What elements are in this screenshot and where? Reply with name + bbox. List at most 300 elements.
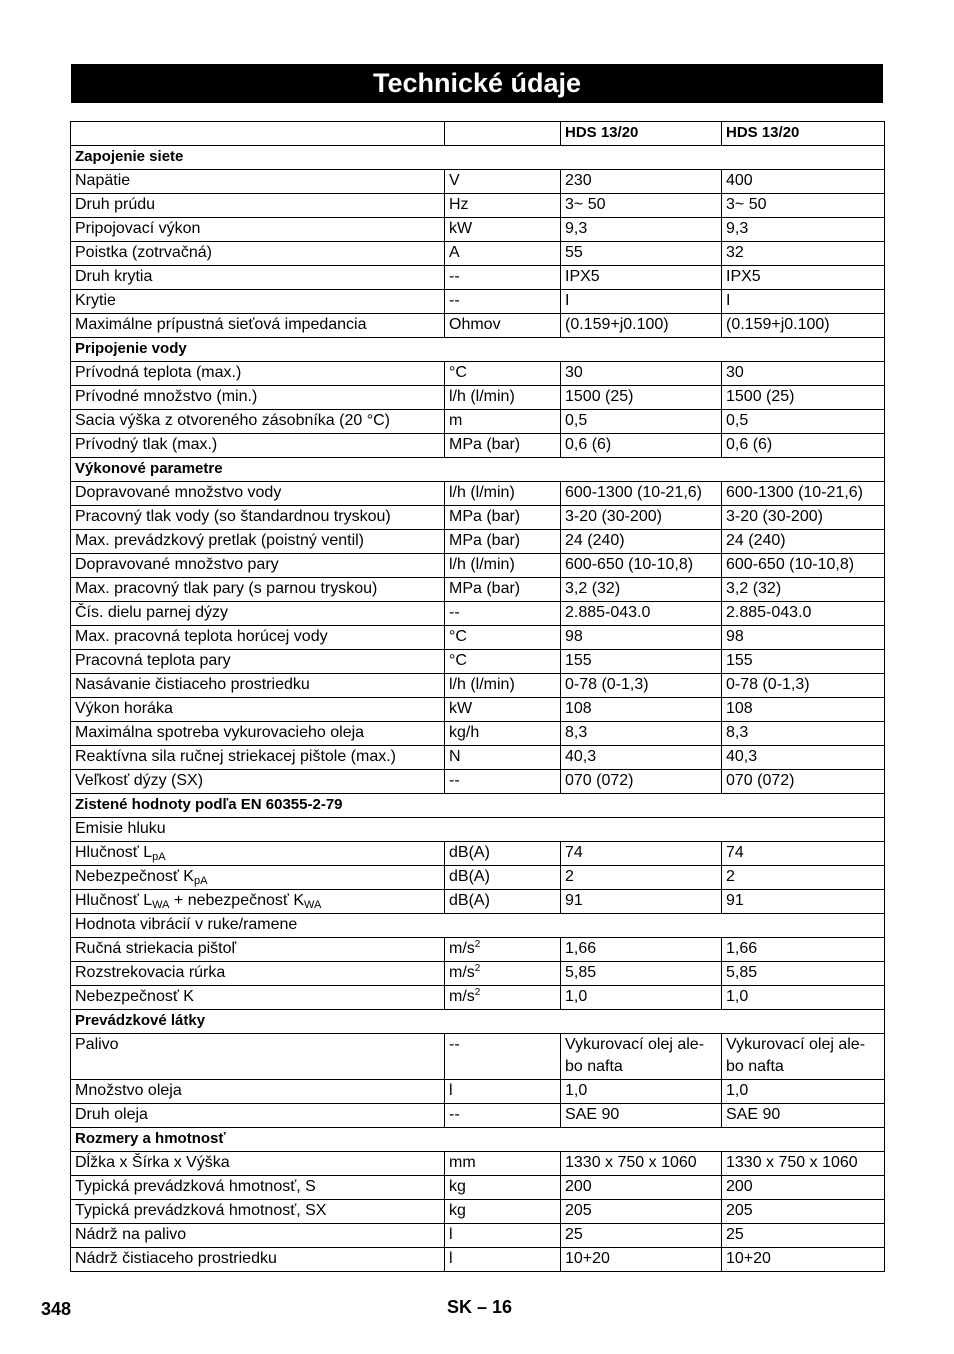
parameter-label-text: Sacia výška z otvoreného zásobníka (20 °C) xyxy=(75,412,390,429)
unit-text: dB(A) xyxy=(449,892,490,909)
language-page-label: SK – 16 xyxy=(447,1297,513,1317)
value-model-2: Vykurovací olej ale-bo nafta xyxy=(722,1034,885,1080)
unit-text: MPa (bar) xyxy=(449,532,521,549)
value-model-1: 8,3 xyxy=(561,722,722,746)
unit-cell xyxy=(445,554,561,578)
parameter-label-text: Čís. dielu parnej dýzy xyxy=(75,604,228,621)
value-model-1: SAE 90 xyxy=(561,1104,722,1128)
table-row xyxy=(71,290,885,314)
unit-cell xyxy=(445,650,561,674)
value-model-2: 2.885-043.0 xyxy=(722,602,885,626)
value-model-2: 600-650 (10-10,8) xyxy=(722,554,885,578)
page-title: Technické údaje xyxy=(71,64,883,103)
unit-text: kg xyxy=(449,1178,466,1195)
unit-text: V xyxy=(449,172,460,189)
unit-cell xyxy=(445,698,561,722)
table-row xyxy=(71,650,885,674)
parameter-label-text: Palivo xyxy=(75,1036,119,1053)
section-header-row xyxy=(71,338,885,362)
header-model-1: HDS 13/20 xyxy=(561,122,722,146)
parameter-label xyxy=(71,698,445,722)
value-model-2: 1,0 xyxy=(722,1080,885,1104)
table-row xyxy=(71,770,885,794)
parameter-label-text: Napätie xyxy=(75,172,131,189)
parameter-label xyxy=(71,962,445,986)
unit-text: -- xyxy=(449,292,460,309)
table-row xyxy=(71,554,885,578)
parameter-label xyxy=(71,938,445,962)
table-row xyxy=(71,890,885,914)
table-header-row xyxy=(71,122,885,146)
value-model-2: 205 xyxy=(722,1200,885,1224)
table-row xyxy=(71,530,885,554)
unit-text: °C xyxy=(449,628,467,645)
value-model-2: 400 xyxy=(722,170,885,194)
unit-cell xyxy=(445,506,561,530)
unit-text: kg xyxy=(449,1202,466,1219)
table-row xyxy=(71,170,885,194)
table-row xyxy=(71,410,885,434)
unit-text: l xyxy=(449,1226,453,1243)
parameter-label-text: Hlučnosť L xyxy=(75,844,153,861)
table-row xyxy=(71,506,885,530)
parameter-label-text: Pracovná teplota pary xyxy=(75,652,231,669)
value-model-1: 230 xyxy=(561,170,722,194)
unit-cell xyxy=(445,1034,561,1080)
parameter-label-text: Výkon horáka xyxy=(75,700,173,717)
parameter-label-text-2: + nebezpečnosť K xyxy=(169,892,305,909)
value-model-2: 74 xyxy=(722,842,885,866)
value-model-1: 200 xyxy=(561,1176,722,1200)
value-model-2: 3~ 50 xyxy=(722,194,885,218)
parameter-label xyxy=(71,842,445,866)
header-unit-cell xyxy=(445,122,561,146)
parameter-label-text: Dopravované množstvo pary xyxy=(75,556,279,573)
table-row xyxy=(71,218,885,242)
parameter-label xyxy=(71,218,445,242)
value-model-1: 10+20 xyxy=(561,1248,722,1272)
unit-cell xyxy=(445,986,561,1010)
value-model-2: (0.159+j0.100) xyxy=(722,314,885,338)
unit-text: mm xyxy=(449,1154,476,1171)
parameter-label-subscript: WA xyxy=(152,899,170,911)
parameter-label xyxy=(71,890,445,914)
table-row xyxy=(71,938,885,962)
value-model-2: 98 xyxy=(722,626,885,650)
table-row xyxy=(71,866,885,890)
unit-cell xyxy=(445,266,561,290)
unit-text: -- xyxy=(449,604,460,621)
section-label: Pripojenie vody xyxy=(71,338,885,362)
parameter-label xyxy=(71,530,445,554)
parameter-label-text: Druh prúdu xyxy=(75,196,156,213)
unit-text: -- xyxy=(449,772,460,789)
unit-cell xyxy=(445,386,561,410)
technical-data-body xyxy=(71,122,885,1272)
unit-cell xyxy=(445,722,561,746)
unit-cell xyxy=(445,218,561,242)
unit-text: MPa (bar) xyxy=(449,508,521,525)
unit-text: -- xyxy=(449,268,460,285)
value-model-2: 32 xyxy=(722,242,885,266)
value-model-1: 108 xyxy=(561,698,722,722)
unit-cell xyxy=(445,938,561,962)
parameter-label xyxy=(71,1200,445,1224)
subgroup-row xyxy=(71,914,885,938)
parameter-label xyxy=(71,602,445,626)
table-row xyxy=(71,434,885,458)
value-model-1: 1,0 xyxy=(561,1080,722,1104)
value-model-1: 40,3 xyxy=(561,746,722,770)
parameter-label-text: Prívodný tlak (max.) xyxy=(75,436,218,453)
table-row xyxy=(71,1248,885,1272)
unit-text: °C xyxy=(449,652,467,669)
value-model-1: 91 xyxy=(561,890,722,914)
parameter-label-subscript-2: WA xyxy=(304,899,322,911)
parameter-label xyxy=(71,626,445,650)
value-model-2: 3-20 (30-200) xyxy=(722,506,885,530)
table-row xyxy=(71,314,885,338)
unit-cell xyxy=(445,314,561,338)
parameter-label-text: Rozstrekovacia rúrka xyxy=(75,964,226,981)
value-model-1: (0.159+j0.100) xyxy=(561,314,722,338)
unit-text: A xyxy=(449,244,460,261)
parameter-label xyxy=(71,866,445,890)
value-model-2: 40,3 xyxy=(722,746,885,770)
unit-text: MPa (bar) xyxy=(449,436,521,453)
parameter-label-text: Nasávanie čistiaceho prostriedku xyxy=(75,676,310,693)
unit-cell xyxy=(445,482,561,506)
table-row xyxy=(71,242,885,266)
parameter-label-text: Nebezpečnosť K xyxy=(75,868,194,885)
parameter-label-text: Druh krytia xyxy=(75,268,153,285)
unit-text: -- xyxy=(449,1106,460,1123)
table-row xyxy=(71,1152,885,1176)
unit-cell xyxy=(445,962,561,986)
parameter-label-text: Typická prevádzková hmotnosť, S xyxy=(75,1178,316,1195)
value-model-1: IPX5 xyxy=(561,266,722,290)
value-model-2: 5,85 xyxy=(722,962,885,986)
value-model-1: I xyxy=(561,290,722,314)
value-model-2: 0-78 (0-1,3) xyxy=(722,674,885,698)
value-model-1: 55 xyxy=(561,242,722,266)
unit-text: dB(A) xyxy=(449,844,490,861)
unit-text: Hz xyxy=(449,196,469,213)
value-model-1: 74 xyxy=(561,842,722,866)
unit-cell xyxy=(445,1248,561,1272)
parameter-label-subscript: pA xyxy=(152,851,166,863)
parameter-label xyxy=(71,746,445,770)
parameter-label xyxy=(71,1034,445,1080)
value-model-2: 1,66 xyxy=(722,938,885,962)
parameter-label xyxy=(71,482,445,506)
value-model-2: 30 xyxy=(722,362,885,386)
table-row xyxy=(71,482,885,506)
value-model-2: 8,3 xyxy=(722,722,885,746)
value-model-1: Vykurovací olej ale-bo nafta xyxy=(561,1034,722,1080)
value-model-1: 155 xyxy=(561,650,722,674)
value-model-1: 98 xyxy=(561,626,722,650)
value-model-2: 10+20 xyxy=(722,1248,885,1272)
unit-text: m/s xyxy=(449,940,475,957)
value-model-2: 070 (072) xyxy=(722,770,885,794)
value-model-2: I xyxy=(722,290,885,314)
unit-cell xyxy=(445,290,561,314)
section-header-row xyxy=(71,146,885,170)
section-label: Prevádzkové látky xyxy=(71,1010,885,1034)
unit-text: l/h (l/min) xyxy=(449,388,515,405)
parameter-label-text: Veľkosť dýzy (SX) xyxy=(75,772,204,789)
value-model-2: 600-1300 (10-21,6) xyxy=(722,482,885,506)
value-model-1: 24 (240) xyxy=(561,530,722,554)
table-row xyxy=(71,746,885,770)
section-label: Zistené hodnoty podľa EN 60355-2-79 xyxy=(71,794,885,818)
unit-cell xyxy=(445,530,561,554)
value-model-2: 1,0 xyxy=(722,986,885,1010)
value-model-1: 600-1300 (10-21,6) xyxy=(561,482,722,506)
parameter-label xyxy=(71,506,445,530)
parameter-label xyxy=(71,578,445,602)
parameter-label xyxy=(71,1248,445,1272)
unit-text: l xyxy=(449,1082,453,1099)
value-model-1: 070 (072) xyxy=(561,770,722,794)
parameter-label-text: Poistka (zotrvačná) xyxy=(75,244,212,261)
unit-text: m/s xyxy=(449,964,475,981)
parameter-label xyxy=(71,650,445,674)
section-header-row xyxy=(71,458,885,482)
section-header-row xyxy=(71,1010,885,1034)
value-model-1: 9,3 xyxy=(561,218,722,242)
section-label: Výkonové parametre xyxy=(71,458,885,482)
parameter-label xyxy=(71,434,445,458)
table-row xyxy=(71,1200,885,1224)
value-model-2: 2 xyxy=(722,866,885,890)
unit-text: N xyxy=(449,748,461,765)
unit-cell xyxy=(445,842,561,866)
value-model-1: 3,2 (32) xyxy=(561,578,722,602)
parameter-label xyxy=(71,1104,445,1128)
unit-text: -- xyxy=(449,1036,460,1053)
table-row xyxy=(71,1080,885,1104)
unit-cell xyxy=(445,602,561,626)
unit-text: kW xyxy=(449,700,473,717)
parameter-label-text: Druh oleja xyxy=(75,1106,148,1123)
table-row xyxy=(71,986,885,1010)
table-row xyxy=(71,266,885,290)
unit-text: kW xyxy=(449,220,473,237)
parameter-label-text: Reaktívna sila ručnej striekacej pištole (max.) xyxy=(75,748,397,765)
value-model-2: 24 (240) xyxy=(722,530,885,554)
value-model-1: 1,0 xyxy=(561,986,722,1010)
unit-cell xyxy=(445,626,561,650)
parameter-label-text: Dopravované množstvo vody xyxy=(75,484,282,501)
table-row xyxy=(71,722,885,746)
unit-cell xyxy=(445,1176,561,1200)
unit-text: kg/h xyxy=(449,724,480,741)
value-model-1: 600-650 (10-10,8) xyxy=(561,554,722,578)
unit-superscript: 2 xyxy=(474,939,481,950)
table-row xyxy=(71,698,885,722)
unit-text: m/s xyxy=(449,988,475,1005)
value-model-2: 155 xyxy=(722,650,885,674)
value-model-1: 1500 (25) xyxy=(561,386,722,410)
parameter-label-text: Množstvo oleja xyxy=(75,1082,182,1099)
parameter-label-text: Max. prevádzkový pretlak (poistný ventil) xyxy=(75,532,364,549)
section-header-row xyxy=(71,1128,885,1152)
value-model-2: SAE 90 xyxy=(722,1104,885,1128)
parameter-label xyxy=(71,386,445,410)
parameter-label xyxy=(71,986,445,1010)
parameter-label-text: Typická prevádzková hmotnosť, SX xyxy=(75,1202,327,1219)
unit-text: MPa (bar) xyxy=(449,580,521,597)
unit-text: °C xyxy=(449,364,467,381)
value-model-1: 2 xyxy=(561,866,722,890)
parameter-label xyxy=(71,1152,445,1176)
parameter-label-text: Maximálna spotreba vykurovacieho oleja xyxy=(75,724,365,741)
value-model-2: 108 xyxy=(722,698,885,722)
table-row xyxy=(71,362,885,386)
table-row xyxy=(71,578,885,602)
value-model-1: 205 xyxy=(561,1200,722,1224)
table-row xyxy=(71,1034,885,1080)
table-row xyxy=(71,674,885,698)
unit-text: l/h (l/min) xyxy=(449,556,515,573)
unit-cell xyxy=(445,1224,561,1248)
unit-cell xyxy=(445,434,561,458)
parameter-label xyxy=(71,554,445,578)
unit-cell xyxy=(445,770,561,794)
unit-cell xyxy=(445,1152,561,1176)
section-header-row xyxy=(71,794,885,818)
parameter-label-text: Maximálne prípustná sieťová impedancia xyxy=(75,316,367,333)
technical-data-table xyxy=(70,121,885,1272)
parameter-label xyxy=(71,722,445,746)
table-row xyxy=(71,1176,885,1200)
value-model-2: 25 xyxy=(722,1224,885,1248)
unit-text: m xyxy=(449,412,463,429)
parameter-label-text: Prívodná teplota (max.) xyxy=(75,364,242,381)
unit-text: dB(A) xyxy=(449,868,490,885)
unit-cell xyxy=(445,170,561,194)
parameter-label xyxy=(71,194,445,218)
table-row xyxy=(71,626,885,650)
unit-cell xyxy=(445,410,561,434)
table-row xyxy=(71,1224,885,1248)
value-model-2: 0,5 xyxy=(722,410,885,434)
unit-cell xyxy=(445,746,561,770)
value-model-1: 3~ 50 xyxy=(561,194,722,218)
parameter-label xyxy=(71,242,445,266)
unit-text: l xyxy=(449,1250,453,1267)
unit-superscript: 2 xyxy=(474,963,481,974)
table-row xyxy=(71,962,885,986)
value-model-2: 9,3 xyxy=(722,218,885,242)
parameter-label-text: Hlučnosť L xyxy=(75,892,153,909)
value-model-1: 25 xyxy=(561,1224,722,1248)
parameter-label-text: Nebezpečnosť K xyxy=(75,988,194,1005)
parameter-label-text: Nádrž čistiaceho prostriedku xyxy=(75,1250,277,1267)
value-model-1: 1330 x 750 x 1060 xyxy=(561,1152,722,1176)
table-row xyxy=(71,602,885,626)
parameter-label xyxy=(71,362,445,386)
parameter-label xyxy=(71,314,445,338)
header-label-cell xyxy=(71,122,445,146)
parameter-label-text: Krytie xyxy=(75,292,116,309)
unit-cell xyxy=(445,1080,561,1104)
parameter-label-text: Pracovný tlak vody (so štandardnou tryskou) xyxy=(75,508,391,525)
header-model-2: HDS 13/20 xyxy=(722,122,885,146)
value-model-1: 5,85 xyxy=(561,962,722,986)
unit-cell xyxy=(445,674,561,698)
parameter-label xyxy=(71,266,445,290)
parameter-label-text: Dĺžka x Šírka x Výška xyxy=(75,1154,230,1171)
value-model-2: 200 xyxy=(722,1176,885,1200)
parameter-label xyxy=(71,170,445,194)
parameter-label xyxy=(71,290,445,314)
section-label: Zapojenie siete xyxy=(71,146,885,170)
value-model-1: 0-78 (0-1,3) xyxy=(561,674,722,698)
value-model-1: 30 xyxy=(561,362,722,386)
parameter-label-text: Ručná striekacia pištoľ xyxy=(75,940,237,957)
parameter-label-text: Max. pracovná teplota horúcej vody xyxy=(75,628,328,645)
value-model-2: 1330 x 750 x 1060 xyxy=(722,1152,885,1176)
unit-cell xyxy=(445,242,561,266)
value-model-1: 3-20 (30-200) xyxy=(561,506,722,530)
section-label: Emisie hluku xyxy=(71,818,885,842)
page-number: 348 xyxy=(41,1299,72,1319)
unit-cell xyxy=(445,1200,561,1224)
unit-cell xyxy=(445,866,561,890)
parameter-label xyxy=(71,770,445,794)
value-model-2: 91 xyxy=(722,890,885,914)
parameter-label-text: Pripojovací výkon xyxy=(75,220,201,237)
parameter-label xyxy=(71,674,445,698)
value-model-2: 1500 (25) xyxy=(722,386,885,410)
parameter-label xyxy=(71,410,445,434)
parameter-label xyxy=(71,1080,445,1104)
table-row xyxy=(71,194,885,218)
parameter-label xyxy=(71,1224,445,1248)
value-model-1: 0,6 (6) xyxy=(561,434,722,458)
value-model-1: 2.885-043.0 xyxy=(561,602,722,626)
table-row xyxy=(71,1104,885,1128)
section-label: Hodnota vibrácií v ruke/ramene xyxy=(71,914,885,938)
value-model-2: 3,2 (32) xyxy=(722,578,885,602)
parameter-label-subscript: pA xyxy=(193,875,208,887)
unit-cell xyxy=(445,194,561,218)
value-model-2: 0,6 (6) xyxy=(722,434,885,458)
value-model-1: 1,66 xyxy=(561,938,722,962)
unit-text: l/h (l/min) xyxy=(449,484,515,501)
section-label: Rozmery a hmotnosť xyxy=(71,1128,885,1152)
table-row xyxy=(71,842,885,866)
parameter-label-text: Max. pracovný tlak pary (s parnou tryskou) xyxy=(75,580,378,597)
parameter-label xyxy=(71,1176,445,1200)
unit-superscript: 2 xyxy=(474,987,481,998)
unit-text: Ohmov xyxy=(449,316,501,333)
subgroup-row xyxy=(71,818,885,842)
value-model-2: IPX5 xyxy=(722,266,885,290)
table-row xyxy=(71,386,885,410)
unit-cell xyxy=(445,578,561,602)
unit-cell xyxy=(445,362,561,386)
unit-cell xyxy=(445,890,561,914)
unit-cell xyxy=(445,1104,561,1128)
parameter-label-text: Nádrž na palivo xyxy=(75,1226,187,1243)
parameter-label-text: Prívodné množstvo (min.) xyxy=(75,388,258,405)
value-model-1: 0,5 xyxy=(561,410,722,434)
unit-text: l/h (l/min) xyxy=(449,676,515,693)
